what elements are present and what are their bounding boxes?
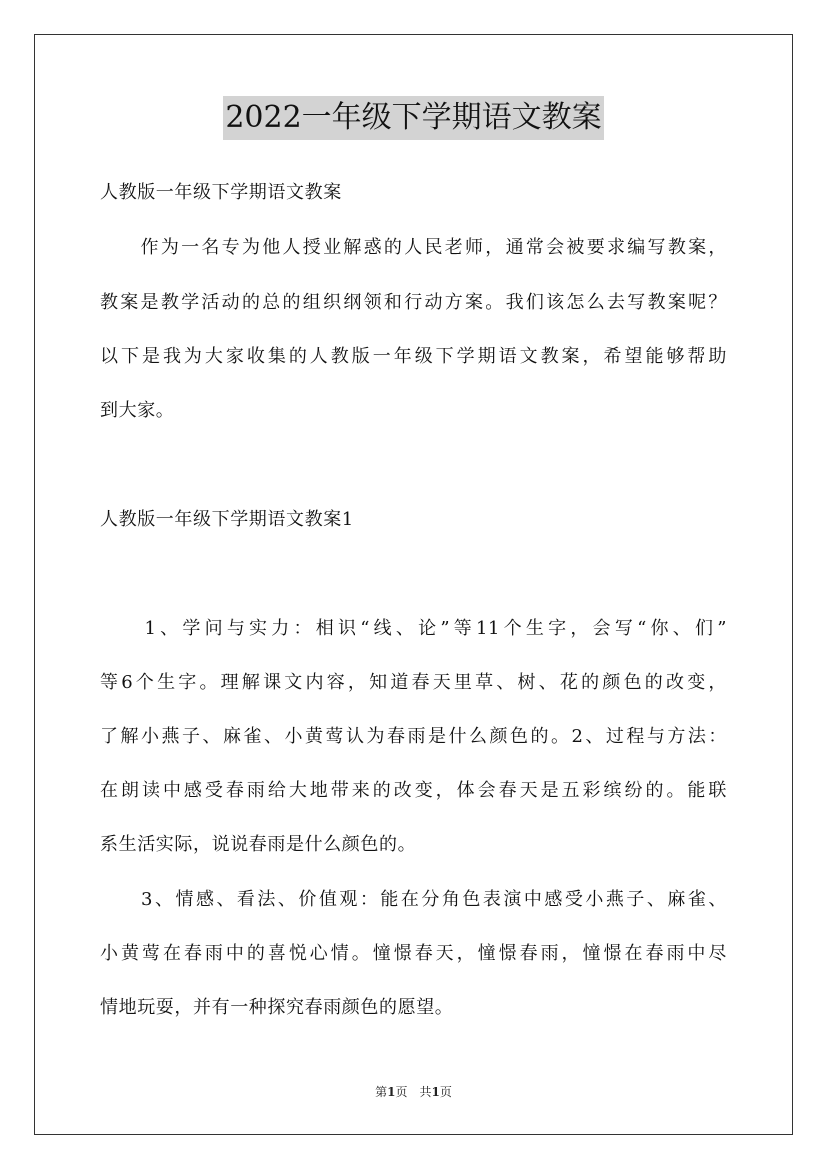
goals-line-1: 1、学问与实力：相识“线、论”等11个生字，会写“你、们” bbox=[100, 618, 727, 639]
goals-line-4: 在朗读中感受春雨给大地带来的改变，体会春天是五彩缤纷的。能联 bbox=[100, 780, 727, 801]
intro-line-3: 以下是我为大家收集的人教版一年级下学期语文教案，希望能够帮助 bbox=[100, 346, 727, 367]
footer-page-number: 1 bbox=[387, 1085, 396, 1099]
goal3-line-2: 小黄莺在春雨中的喜悦心情。憧憬春天，憧憬春雨，憧憬在春雨中尽 bbox=[100, 943, 727, 964]
footer-total-pages: 1 bbox=[431, 1085, 440, 1099]
intro-line-1: 作为一名专为他人授业解惑的人民老师，通常会被要求编写教案， bbox=[100, 237, 727, 258]
intro-line-4: 到大家。 bbox=[100, 400, 175, 421]
document-title: 2022一年级下学期语文教案 bbox=[223, 96, 603, 140]
document-subtitle: 人教版一年级下学期语文教案 bbox=[100, 182, 342, 203]
footer-suffix: 页 bbox=[439, 1085, 452, 1099]
section-heading: 人教版一年级下学期语文教案1 bbox=[100, 509, 354, 530]
goal3-line-3: 情地玩耍，并有一种探究春雨颜色的愿望。 bbox=[100, 997, 454, 1018]
goal3-line-1: 3、情感、看法、价值观：能在分角色表演中感受小燕子、麻雀、 bbox=[100, 889, 727, 910]
footer-prefix: 第 bbox=[375, 1085, 388, 1099]
goals-line-2: 等6个生字。理解课文内容，知道春天里草、树、花的颜色的改变， bbox=[100, 672, 727, 693]
title-container bbox=[0, 96, 827, 140]
intro-line-2: 教案是教学活动的总的组织纲领和行动方案。我们该怎么去写教案呢？ bbox=[100, 292, 727, 313]
goals-line-3: 了解小燕子、麻雀、小黄莺认为春雨是什么颜色的。2、过程与方法： bbox=[100, 726, 727, 747]
footer-mid: 页 共 bbox=[395, 1085, 432, 1099]
page-footer bbox=[0, 1084, 827, 1100]
goals-line-5: 系生活实际，说说春雨是什么颜色的。 bbox=[100, 834, 417, 855]
